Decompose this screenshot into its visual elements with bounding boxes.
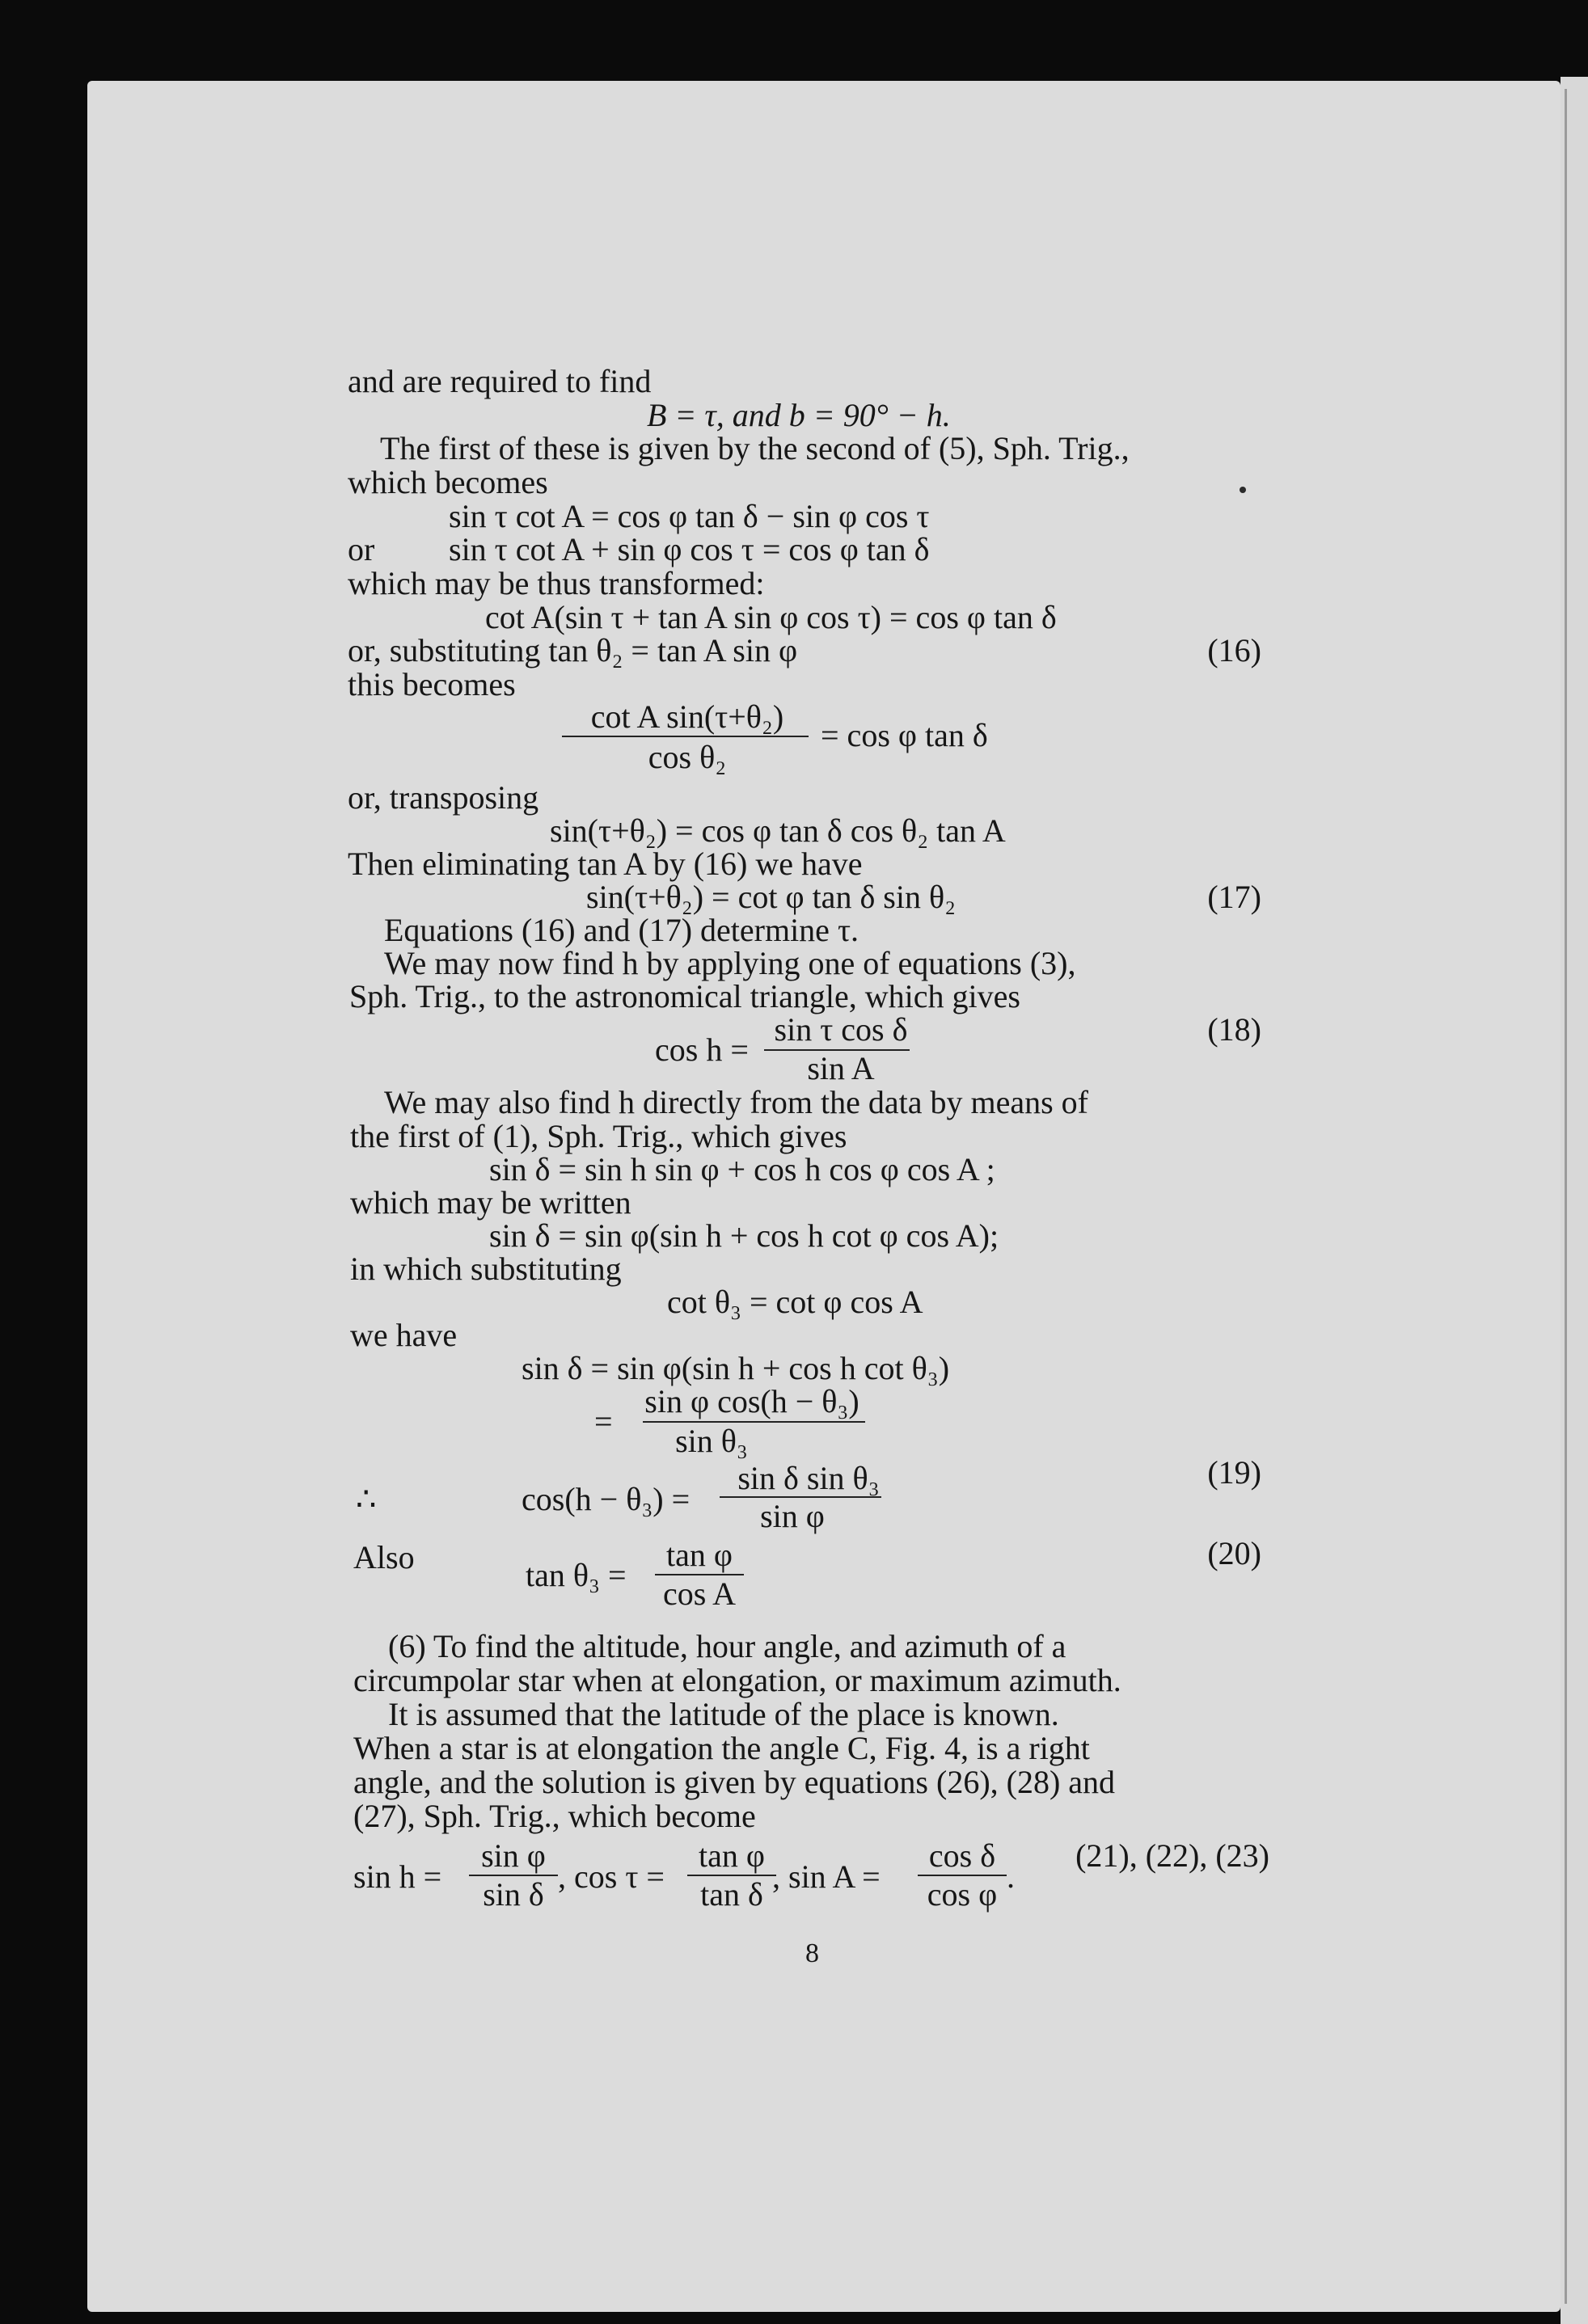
fraction-denominator: cos φ (927, 1876, 998, 1913)
equation: sin h = (353, 1858, 442, 1895)
equation: cot A(sin τ + tan A sin φ cos τ) = cos φ tan δ (485, 599, 1057, 635)
text-line: we have (350, 1317, 458, 1353)
fraction-numerator: sin τ cos δ (774, 1011, 908, 1048)
text-line: Sph. Trig., to the astronomical triangle, which gives (349, 978, 1020, 1014)
text-line: We may now find h by applying one of equations (3), (384, 945, 1076, 981)
text-line: We may also find h directly from the data by means of (384, 1084, 1088, 1120)
equation: B = τ, and b = 90° − h. (647, 397, 951, 433)
text-line: or, substituting tan θ₂ = tan A sin φ (348, 632, 798, 669)
equation-number: (18) (1207, 1011, 1261, 1048)
equation-number: (20) (1207, 1535, 1261, 1571)
text-line: The first of these is given by the second of (5), Sph. Trig., (380, 430, 1130, 466)
fraction-numerator: tan φ (699, 1837, 765, 1874)
text-line: and are required to find (348, 363, 652, 399)
text-line: which may be thus transformed: (348, 565, 765, 601)
equation: = cos φ tan δ (821, 717, 988, 753)
text-line: which may be written (350, 1184, 631, 1221)
equation: , cos τ = (558, 1858, 665, 1895)
fraction-numerator: sin φ cos(h − θ₃) (644, 1383, 859, 1419)
text-line: circumpolar star when at elongation, or maximum azimuth. (353, 1662, 1121, 1698)
text-line: It is assumed that the latitude of the place is known. (388, 1696, 1059, 1732)
equation: sin τ cot A = cos φ tan δ − sin φ cos τ (449, 498, 930, 534)
text-line: Equations (16) and (17) determine τ. (384, 912, 859, 948)
equation: tan θ₃ = (526, 1557, 627, 1593)
fraction-numerator: tan φ (666, 1537, 733, 1573)
text-line: angle, and the solution is given by equations (26), (28) and (353, 1764, 1116, 1800)
equation: cos(h − θ₃) = (522, 1481, 691, 1517)
equation-number: (21), (22), (23) (1075, 1837, 1269, 1874)
fraction-denominator: sin θ₃ (675, 1423, 748, 1459)
fraction-numerator: sin δ sin θ₃ (737, 1460, 880, 1496)
equation: sin τ cot A + sin φ cos τ = cos φ tan δ (449, 531, 930, 567)
equation: sin δ = sin h sin φ + cos h cos φ cos A ; (489, 1151, 995, 1187)
equation-number: (19) (1207, 1454, 1261, 1491)
therefore-symbol: ∴ (356, 1481, 377, 1517)
text-line: in which substituting (350, 1251, 622, 1287)
fraction-denominator: cos θ₂ (648, 739, 727, 775)
fraction-denominator: tan δ (700, 1876, 763, 1913)
equation: sin(τ+θ₂) = cot φ tan δ sin θ₂ (586, 879, 957, 915)
equals-sign: = (594, 1403, 613, 1440)
equation-number: (17) (1207, 879, 1261, 915)
text-line: Then eliminating tan A by (16) we have (348, 846, 863, 882)
equation-number: (16) (1207, 632, 1261, 669)
fraction-bar (562, 736, 809, 737)
fraction-denominator: cos A (663, 1575, 736, 1612)
equation: , sin A = (772, 1858, 881, 1895)
fraction-denominator: sin A (807, 1050, 875, 1086)
text-line: or, transposing (348, 779, 539, 816)
fraction-numerator: cos δ (928, 1837, 996, 1874)
page-edge-line (1565, 89, 1567, 2304)
text-line: (6) To find the altitude, hour angle, and azimuth of a (388, 1628, 1066, 1664)
equation: sin δ = sin φ(sin h + cos h cot φ cos A); (489, 1217, 999, 1254)
equation: cot θ₃ = cot φ cos A (667, 1284, 923, 1320)
equation: cos h = (655, 1031, 749, 1068)
text-line: Also (353, 1539, 415, 1575)
page-number: 8 (805, 1938, 819, 1968)
equation: sin δ = sin φ(sin h + cos h cot θ₃) (522, 1350, 950, 1386)
fraction-numerator: cot A sin(τ+θ₂) (590, 698, 784, 735)
fraction-numerator: sin φ (481, 1837, 546, 1874)
text-line: (27), Sph. Trig., which become (353, 1798, 756, 1834)
fraction-denominator: sin φ (760, 1498, 825, 1534)
equation: sin(τ+θ₂) = cos φ tan δ cos θ₂ tan A (550, 812, 1006, 849)
equation: . (1007, 1858, 1015, 1895)
text-line: the first of (1), Sph. Trig., which gives (350, 1118, 847, 1154)
text-line: which becomes (348, 464, 548, 500)
text-line: When a star is at elongation the angle C, Fig. 4, is a right (353, 1730, 1090, 1766)
text-line: or (348, 531, 375, 567)
text-line: this becomes (348, 666, 516, 702)
fraction-denominator: sin δ (483, 1876, 544, 1913)
print-speck (1240, 487, 1246, 493)
